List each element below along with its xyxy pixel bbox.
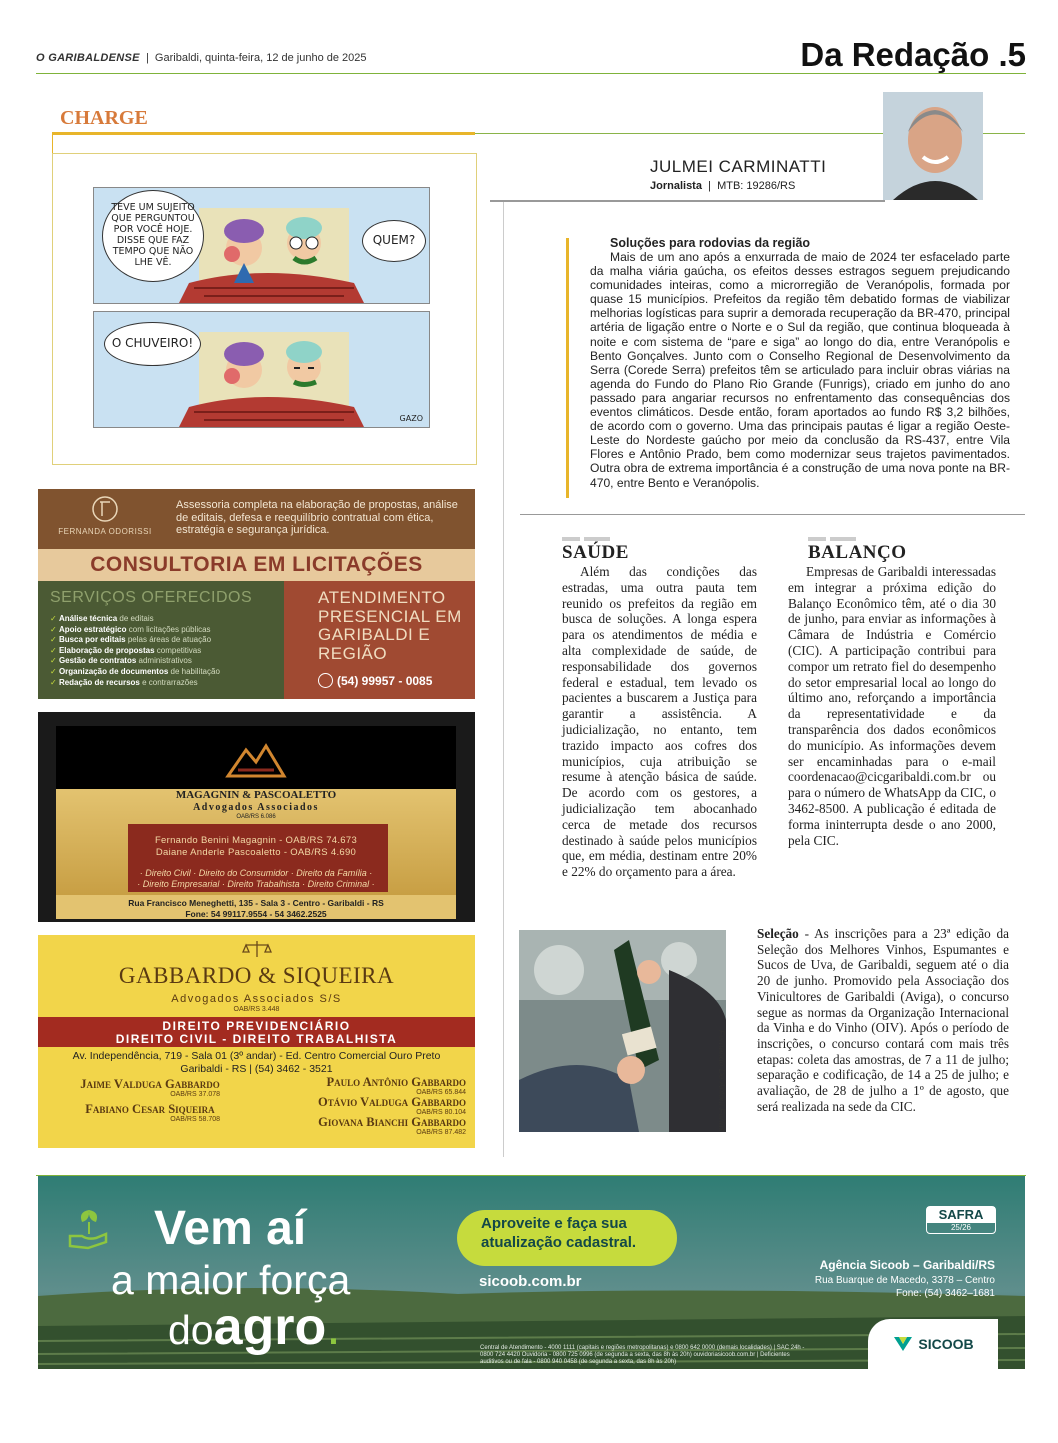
agency-phone: Fone: (54) 3462–1681 [896, 1288, 995, 1299]
sicoob-url: sicoob.com.br [479, 1273, 582, 1290]
lawyer-oab: OAB/RS 87.482 [416, 1129, 466, 1136]
check-icon: ✓ [50, 645, 59, 655]
ad-magagnin-pascoaletto [38, 712, 475, 922]
selecao-note [757, 926, 1009, 1114]
lawyer-entry [266, 1096, 466, 1116]
odorissi-attend: ATENDIMENTO PRESENCIAL EM GARIBALDI E REGIÃO [318, 588, 462, 663]
main-article-body: Mais de um ano após a enxurrada de maio de 2024 ter esfacelado parte da malha viária gaúcha, os efeitos desses estragos seguem prejudicando comunidades inteiras, como a microrregião de Veranópolis, formada por quase 15 municípios. Prefeitos da região têm debatido formas de viabilizar melhorias logísticas para suprir a demorada recuperação da BR-470, principal artéria de ligação entre o Norte e o Sul da região, que continua bloqueada à noite e com sistema de “pare e siga” ao longo do dia, entre Veranópolis e Bento Gonçalves. Junto com o Conselho Regional de Desenvolvimento da Serra (Corede Serra) prefeitos têm se articulado para incluir obras viárias na agenda do Fundo do Plano Rio Grande (Funrigs), criado em junho do ano passado para angariar recursos no enfrentamento das consequências dos eventos climáticos. Desde então, foram aportados ao fundo R$ 3,2 bilhões, de acordo com o governo. Uma das principais pautas é ligar a região Oeste-Leste do Nordeste gaúcho por meio da conclusão da RS-437, entre Vila Flores e Antônio Prado, bem como modernizar seus trajetos pavimentados. Outra obra de extrema importância é a construção de uma nova ponte na BR-470, entre Bento e Veranópolis. [590, 250, 1010, 490]
wine-photo [519, 930, 726, 1132]
gabbardo-oab: OAB/RS 3.448 [233, 1006, 280, 1013]
lawyer-oab: OAB/RS 65.844 [416, 1089, 466, 1096]
odorissi-logo-icon [90, 494, 120, 524]
main-article-title: Soluções para rodovias da região [610, 236, 811, 250]
gabbardo-brand: GABBARDO & SIQUEIRA [118, 963, 395, 988]
odorissi-phone: (54) 99957 - 0085 [318, 673, 432, 688]
agency-info [815, 1258, 995, 1299]
sicoob-logo-icon [892, 1335, 914, 1353]
lawyer-oab: OAB/RS 37.078 [170, 1091, 220, 1098]
gabbardo-sub: Advogados Associados S/S [171, 993, 342, 1005]
cartoonist-signature: GAZO [399, 414, 423, 423]
author-photo [883, 92, 983, 200]
selecao-lead: Seleção [757, 926, 799, 941]
cartoon [52, 153, 477, 465]
main-article [590, 236, 1010, 490]
dateline: O GARIBALDENSE | Garibaldi, quinta-feira, 12 de junho de 2025 [36, 52, 367, 64]
check-icon: ✓ [50, 614, 59, 623]
header-rule [36, 73, 1026, 74]
odorissi-headline: CONSULTORIA EM LICITAÇÕES [38, 549, 475, 581]
check-icon: ✓ [50, 666, 59, 676]
sicoob-logo: SICOOB [868, 1319, 998, 1369]
banner-headline-1: Vem aí [154, 1202, 307, 1255]
banner-headline-3: doagro. [168, 1298, 341, 1356]
whatsapp-icon [318, 673, 333, 688]
odorissi-tagline: Assessoria completa na elaboração de propostas, análise de editais, defesa e reequilíbrio contratual com ética, estratégia e segurança jurídica. [176, 499, 458, 536]
gabbardo-area-1: DIREITO PREVIDENCIÁRIO [162, 1019, 351, 1033]
service-item: ✓ Gestão de contratos administrativos [50, 656, 192, 666]
update-pill: Aproveite e faça sua atualização cadastral. [457, 1210, 677, 1266]
lawyer-1: Fernando Benini Magagnin - OAB/RS 74.673 [154, 835, 358, 846]
photo-credit: Fernando De Antoni Farias [717, 1030, 727, 1132]
service-item: ✓ Análise técnica de editais [50, 614, 154, 623]
lawyer-name: Fabiano Cesar Siqueira [85, 1102, 215, 1116]
author-rule [490, 200, 885, 202]
lawyer-entry [266, 1076, 466, 1096]
author-role: Jornalista | MTB: 19286/RS [650, 180, 796, 192]
check-icon: ✓ [50, 677, 59, 687]
charge-rule [52, 132, 475, 135]
lawyer-entry [50, 1103, 250, 1123]
ad-gabbardo-siqueira [38, 935, 475, 1148]
sicoob-banner [38, 1176, 1025, 1369]
saude-body: Além das condições das estradas, uma outra pauta tem reunido os prefeitos da região em busca de soluções. A longa espera para os atendimentos de média e alta complexidade de saúde, de responsabilidade dos governos federal e estadual, tem levado os pacientes a buscarem a Justiça para garantir a assistência. A judicialização, no entanto, tem trazido impacto aos cofres dos municípios, cuja atribuição se resume à atenção básica de saúde. De acordo com os gestores, a judicialização tem abocanhado cerca de metade dos recursos destinado à saúde pelos municípios que, em média, destinam entre 20% e 22% do orçamento para a área. [562, 564, 757, 880]
ad-consultoria-licitacoes [38, 489, 475, 699]
author-mtb: MTB: 19286/RS [717, 180, 796, 192]
check-icon: ✓ [50, 624, 59, 634]
balanco-body: Empresas de Garibaldi interessadas em integrar a próxima edição do Balanço Econômico têm, até o dia 30 de junho, para enviar as informações à Câmara de Indústria e Comércio (CIC). A participação contribui para compor um retrato fiel do desempenho do setor empresarial local ao longo do último ano, reforçando a importância da representatividade e da transparência dos dados econômicos do município. As informações devem ser encaminhadas para o e-mail coordenacao@cicgaribaldi.com.br ou para o número de WhatsApp da CIC, o 3462-8500. A publicação é editada de forma ininterrupta desde o ano 2000, pela CIC. [788, 564, 996, 848]
lawyer-name: Paulo Antônio Gabbardo [326, 1075, 466, 1089]
speech-bubble-1: TEVE UM SUJEITO QUE PERGUNTOU POR VOCÊ HOJE. DISSE QUE FAZ TEMPO QUE NÃO LHE VÊ. [102, 190, 204, 282]
charge-label: CHARGE [60, 107, 148, 129]
service-item: ✓ Redação de recursos e contrarrazões [50, 677, 198, 687]
service-item: ✓ Elaboração de propostas competitivas [50, 645, 202, 655]
wine-photo-drawing [519, 930, 726, 1132]
check-icon: ✓ [50, 635, 59, 645]
agency-address: Rua Buarque de Macedo, 3378 – Centro [814, 1275, 995, 1286]
service-item: ✓ Organização de documentos de habilitação [50, 666, 220, 676]
safra-badge: SAFRA 25/26 [926, 1206, 996, 1234]
sprout-hand-icon [68, 1206, 110, 1254]
odorissi-brand: FERNANDA ODORISSI [58, 527, 152, 536]
magagnin-brand: MAGAGNIN & PASCOALETTO [175, 789, 337, 801]
gabbardo-address-1: Av. Independência, 719 - Sala 01 (3º andar) - Ed. Centro Comercial Ouro Preto [72, 1050, 441, 1062]
balanco-column [788, 542, 996, 848]
gabbardo-address-2: Garibaldi - RS | (54) 3462 - 3521 [180, 1063, 333, 1075]
paper-name: O GARIBALDENSE [36, 52, 140, 64]
article-accent-bar [566, 238, 569, 498]
section-title: Da Redação .5 [800, 36, 1026, 73]
lawyer-name: Otávio Valduga Gabbardo [317, 1095, 466, 1109]
lawyer-name: Jaime Valduga Gabbardo [80, 1077, 220, 1091]
magagnin-address: Rua Francisco Meneghetti, 135 - Sala 3 - Centro - Garibaldi - RS [128, 898, 384, 908]
column-rule [503, 202, 504, 1157]
services-title: SERVIÇOS OFERECIDOS [50, 589, 253, 606]
scales-icon [242, 939, 272, 959]
magagnin-sub: Advogados Associados [193, 802, 319, 813]
cartoon-panel-2 [93, 311, 430, 428]
mountain-logo-icon [224, 736, 288, 780]
practice-areas-1: · Direito Civil · Direito do Consumidor · Direito da Família · [139, 868, 373, 878]
page-number: .5 [998, 36, 1026, 73]
lawyer-oab: OAB/RS 80.104 [416, 1109, 466, 1116]
agency-name: Agência Sicoob – Garibaldi/RS [819, 1258, 995, 1272]
lawyer-oab: OAB/RS 58.708 [170, 1116, 220, 1123]
service-item: ✓ Apoio estratégico com licitações públicas [50, 624, 211, 634]
lawyer-entry [50, 1078, 250, 1098]
magagnin-phones: Fone: 54 99117.9554 - 54 3462.2525 [185, 909, 327, 919]
author-portrait-drawing [883, 92, 983, 200]
lawyer-name: Giovana Bianchi Gabbardo [318, 1115, 466, 1129]
service-item: ✓ Busca por editais pelas áreas de atuação [50, 635, 212, 645]
saude-title: SAÚDE [562, 542, 629, 563]
speech-bubble-3: O CHUVEIRO! [104, 322, 201, 366]
article-divider [520, 514, 1025, 515]
banner-headline-2: a maior força [111, 1257, 351, 1303]
selecao-body: - As inscrições para a 23ª edição da Seleção dos Melhores Vinhos, Espumantes e Sucos de Uva, de Garibaldi, seguem até o dia 20 de junho. Promovido pela Associação dos Vinicultores de Garibaldi (Aviga), o concurso segue as normas da Organização Internacional da Vinha e do Vinho (OIV). Após o período de inscrições, o concurso contará com mais três etapas: coleta das amostras, de 7 a 11 de julho; separação e codificação, de 14 a 25 de julho; e avaliação, de 28 de julho a 1º de agosto, que será realizada na sede da CIC. [757, 926, 1009, 1114]
author-name: JULMEI CARMINATTI [650, 157, 827, 176]
fine-print: Central de Atendimento - 4000 1111 (capitais e regiões metropolitanas) e 0800 642 0000 (demais localidades) | SAC 24h - 0800 724 4420 Ouvidoria - 0800 725 0996 (de segunda a sexta, das 8h às 20h) ouvidoriasicoob.com.br | Deficientes auditivos ou de fala - 0800 940 0458 (de segunda a sexta, das 8h às 20h) [480, 1345, 805, 1366]
lawyer-entry [266, 1116, 466, 1136]
practice-areas-2: · Direito Empresarial · Direito Trabalhista · Direito Criminal · [137, 879, 375, 889]
services-list [50, 614, 220, 688]
cartoon-panel-1 [93, 187, 430, 304]
check-icon: ✓ [50, 656, 59, 666]
magagnin-oab: OAB/RS 6.086 [236, 814, 276, 820]
balanco-title: BALANÇO [808, 542, 907, 563]
saude-column [562, 542, 757, 880]
lawyer-2: Daiane Anderle Pascoaletto - OAB/RS 4.690 [155, 847, 357, 858]
gabbardo-area-2: DIREITO CIVIL - DIREITO TRABALHISTA [115, 1032, 398, 1046]
speech-bubble-2: QUEM? [362, 220, 426, 262]
